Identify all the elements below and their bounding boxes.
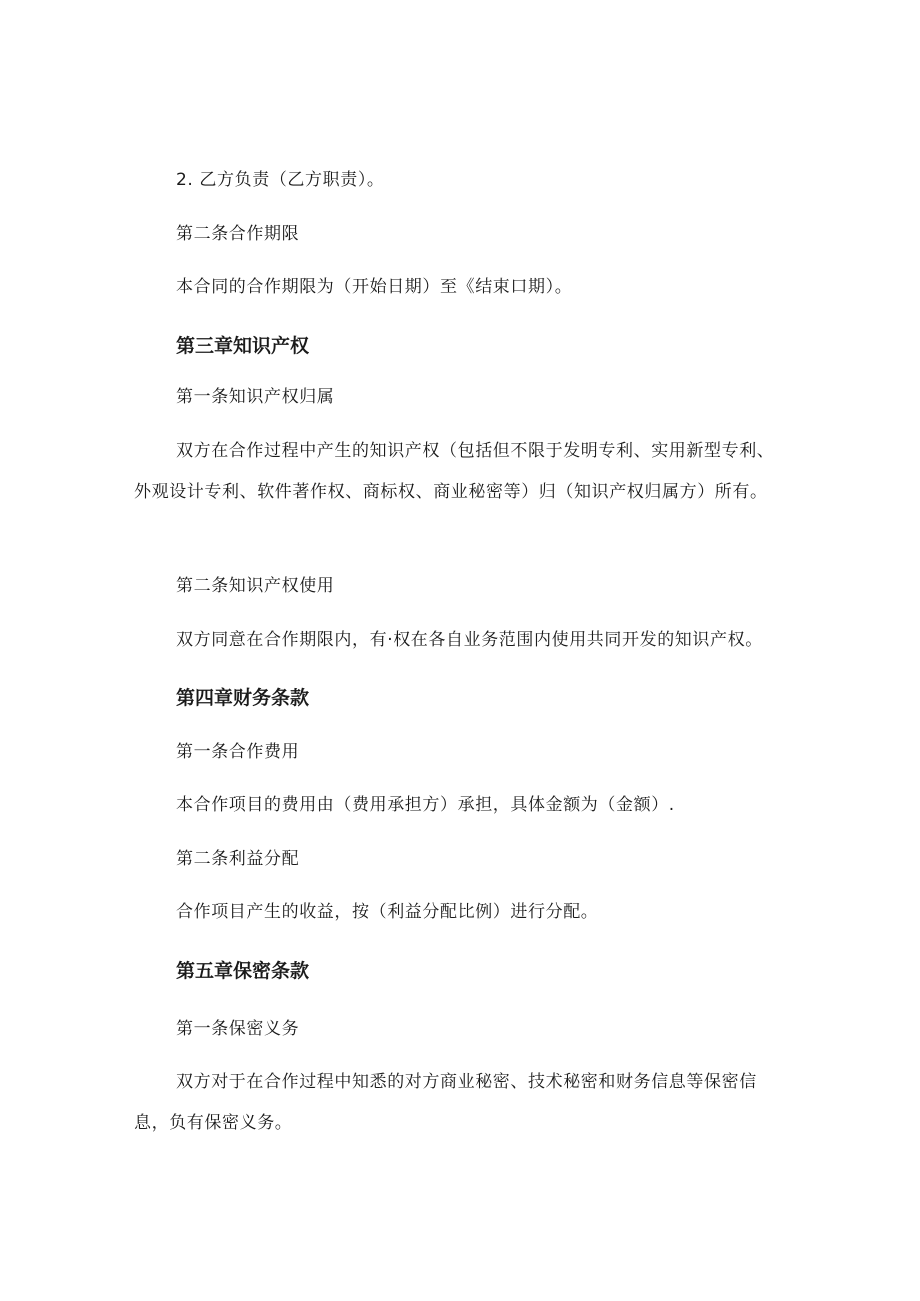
article-title-ip-ownership: 第一条知识产权归属 [176, 387, 335, 407]
duty-party-b: 2. 乙方负责（乙方职责）。 [176, 170, 385, 190]
chapter-title-confidentiality: 第五章保密条款 [176, 960, 310, 982]
article-title-ip-use: 第二条知识产权使用 [176, 576, 335, 596]
article-body-confidentiality-duty: 双方对于在合作过程中知悉的对方商业秘密、技术秘密和财务信息等保密信息，负有保密义务。 [134, 1072, 757, 1133]
chapter-title-ip: 第三章知识产权 [176, 335, 310, 357]
article-title-cooperation-fee: 第一条合作费用 [176, 742, 300, 762]
chapter-title-finance: 第四章财务条款 [176, 687, 310, 709]
article-body-ip-ownership: 双方在合作过程中产生的知识产权（包括但不限于发明专利、实用新型专利、外观设计专利、软件著作权、商标权、商业秘密等）归（知识产权归属方）所有。 [134, 441, 775, 502]
article-body-cooperation-fee: 本合作项目的费用由（费用承担方）承担，具体金额为（金额）. [176, 795, 675, 815]
article-title-confidentiality-duty: 第一条保密义务 [176, 1019, 300, 1039]
article-title-profit-sharing: 第二条利益分配 [176, 849, 300, 869]
article-title-cooperation-period: 第二条合作期限 [176, 224, 300, 244]
article-body-profit-sharing: 合作项目产生的收益，按（利益分配比例）进行分配。 [176, 902, 599, 922]
article-body-ip-use: 双方同意在合作期限内，有·权在各自业务范围内使用共同开发的知识产权。 [176, 630, 763, 650]
article-body-cooperation-period: 本合同的合作期限为（开始日期）至《结束口期）。 [176, 277, 573, 297]
